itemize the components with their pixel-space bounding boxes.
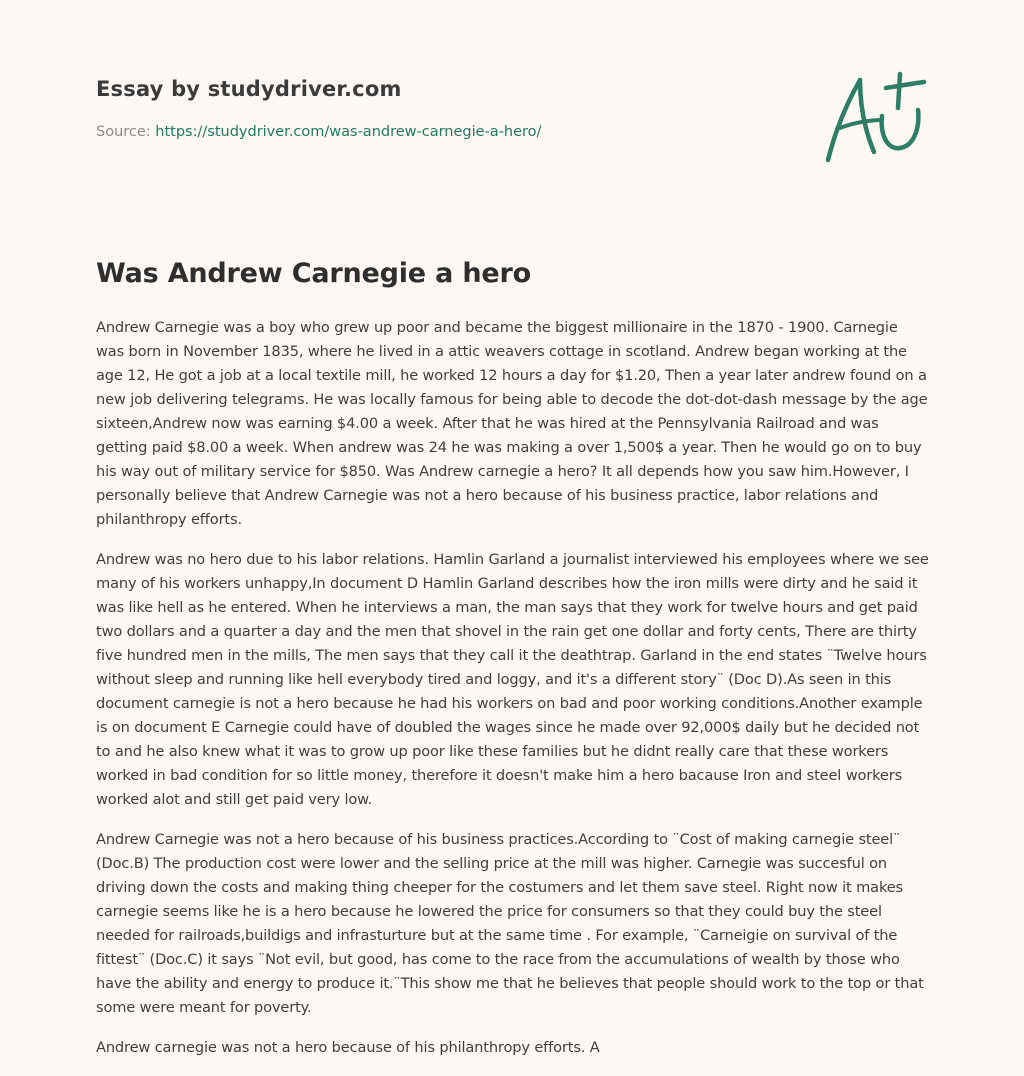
source-label: Source:	[96, 124, 156, 140]
source-link[interactable]: https://studydriver.com/was-andrew-carnegie-a-hero/	[155, 124, 542, 140]
essay-title: Was Andrew Carnegie a hero	[96, 258, 531, 289]
a-plus-grade-icon	[820, 66, 930, 166]
site-brand-title: Essay by studydriver.com	[96, 77, 402, 101]
essay-paragraph: Andrew Carnegie was a boy who grew up poor and became the biggest millionaire in the 1870 - 1900. Carnegie was born in November 1835, where he lived in a attic weavers cottage in scotland. Andrew began working at the age 12, He got a job at a local textile mill, he worked 12 hours a day for $1.20, Then a year later andrew found on a new job delivering telegrams. He was locally famous for being able to decode the dot-dot-dash message by the age sixteen,Andrew now was earning $4.00 a week. After that he was hired at the Pennsylvania Railroad and was getting paid $8.00 a week. When andrew was 24 he was making a over 1,500$ a year. Then he would go on to buy his way out of military service for $850. Was Andrew carnegie a hero? It all depends how you saw him.However, I personally believe that Andrew Carnegie was not a hero because of his business practice, labor relations and philanthropy efforts.	[96, 319, 928, 528]
essay-paragraph: Andrew Carnegie was not a hero because of his business practices.According to ¨Cost of making carnegie steel¨ (Doc.B) The production cost were lower and the selling price at the mill was higher. Carnegie was succesful on driving down the costs and making thing cheeper for the costumers and let them save steel. Right now it makes carnegie seems like he is a hero because he lowered the price for consumers so that they could buy the steel needed for railroads,buildigs and infrasturture but at the same time . For example, ¨Carneigie on survival of the fittest¨ (Doc.C) it says ¨Not evil, but good, has come to the race from the accumulations of wealth by those who have the ability and energy to produce it.¨This show me that he believes that people should work to the top or that some were meant for poverty.	[96, 831, 924, 1016]
essay-body	[96, 316, 930, 1076]
essay-paragraph: Andrew was no hero due to his labor relations. Hamlin Garland a journalist interviewed his employees where we see many of his workers unhappy,In document D Hamlin Garland describes how the iron mills were dirty and he said it was like hell as he entered. When he interviews a man, the man says that they work for twelve hours and get paid two dollars and a quarter a day and the men that shovel in the rain get one dollar and forty cents, There are thirty five hundred men in the mills, The men says that they call it the deathtrap. Garland in the end states ¨Twelve hours without sleep and running like hell everybody tired and loggy, and it's a different story¨ (Doc D).As seen in this document carnegie is not a hero because he had his workers on bad and poor working conditions.Another example is on document E Carnegie could have of doubled the wages since he made over 92,000$ daily but he decided not to and he also knew what it was to grow up poor like these families but he didnt really care that these workers worked in bad condition for so little money, therefore it doesn't make him a hero bacause Iron and steel workers worked alot and still get paid very low.	[96, 551, 929, 808]
source-line	[96, 122, 796, 142]
essay-paragraph: Andrew carnegie was not a hero because of his philanthropy efforts. A	[96, 1039, 600, 1056]
essay-header	[96, 74, 796, 142]
